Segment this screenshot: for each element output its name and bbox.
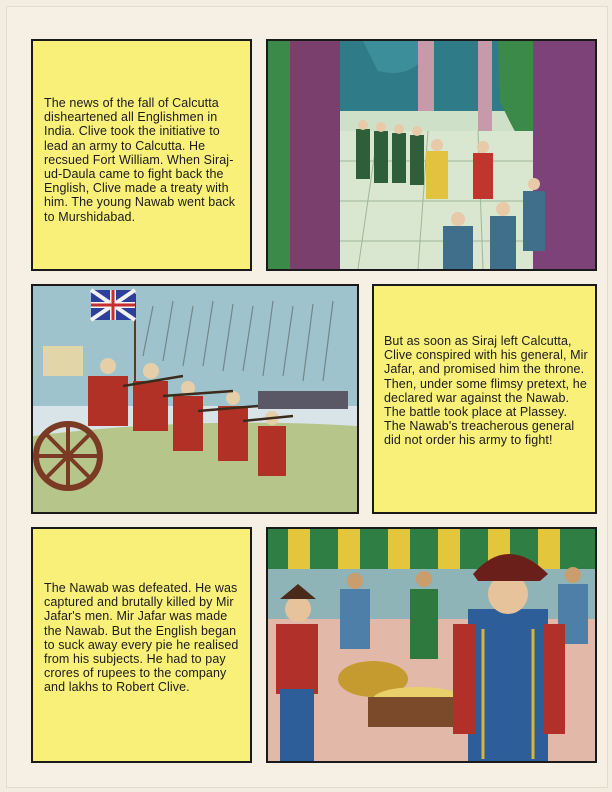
illustration-treasure-scene — [266, 527, 597, 763]
text-panel-1 — [31, 39, 252, 271]
illustration-palace-court — [266, 39, 597, 271]
caption-2: But as soon as Siraj left Calcutta, Clive conspired with his general, Mir Jafar, and promised him the throne. Then, under some flimsy pretext, he declared war against the Nawab. The battle took place at Plassey. The Nawab's treacherous general did not order his army to fight! — [384, 334, 588, 448]
caption-1: The news of the fall of Calcutta disheartened all Englishmen in India. Clive took the initiative to lead an army to Calcutta. He recsued Fort William. When Siraj-ud-Daula came to fight back the English, Clive made a treaty with him. The young Nawab went back to Murshidabad. — [44, 96, 236, 224]
illustration-battle-of-plassey — [31, 284, 359, 514]
text-panel-2 — [372, 284, 597, 514]
text-panel-3 — [31, 527, 252, 763]
caption-3: The Nawab was defeated. He was captured and brutally killed by Mir Jafar's men. Mir Jafar was made the Nawab. But the English began to suck away every pie he realised from his subjects. He had to pay crores of rupees to the company and lakhs to Robert Clive. — [44, 581, 239, 695]
